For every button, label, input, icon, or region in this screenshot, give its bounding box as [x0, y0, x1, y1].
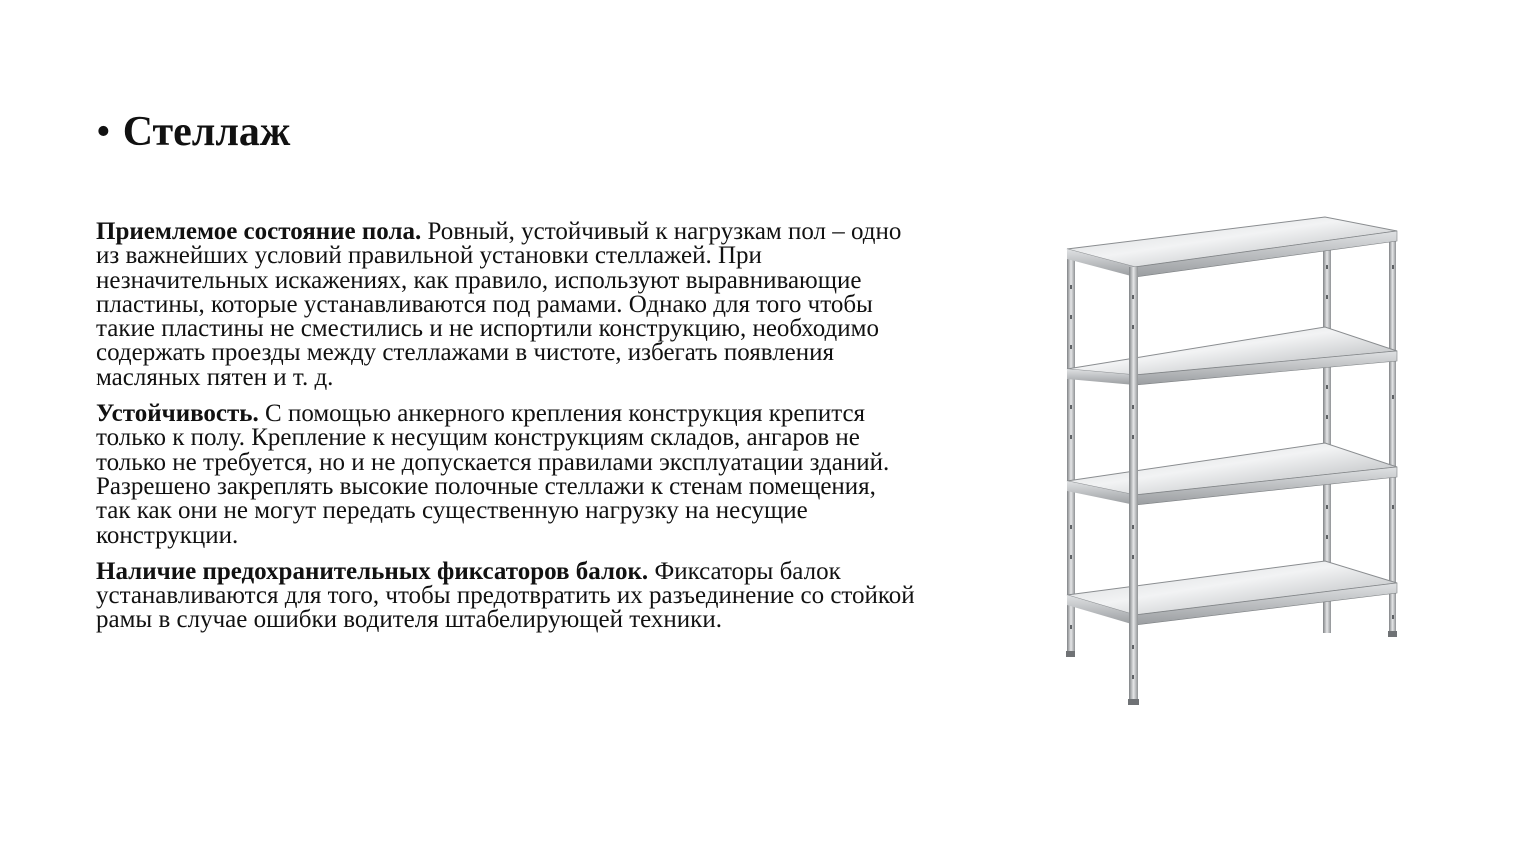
front-posts [1128, 267, 1139, 705]
paragraph-lead: Устойчивость. [96, 400, 259, 428]
slide-title [96, 104, 290, 160]
title-bullet: • [96, 109, 111, 155]
title-text: Стеллаж [122, 109, 291, 155]
paragraph-lead: Приемлемое состояние пола. [96, 218, 422, 245]
shelf-bottom [1067, 561, 1397, 625]
shelf-top [1067, 217, 1397, 277]
paragraph-lead: Наличие предохранительных фиксаторов балок. [96, 557, 649, 585]
paragraph-beam-locks [96, 557, 916, 634]
paragraph-body: Фиксаторы балок устанавливаются для того, чтобы предотвратить их разъединение со стойкой рамы в случае ошибки водителя штабелирующей техники. [96, 557, 915, 634]
paragraph-floor-condition [96, 220, 916, 390]
shelf-3 [1067, 443, 1397, 505]
paragraph-body: С помощью анкерного крепления конструкция крепится только к полу. Крепление к несущим конструкциям складов, ангаров не только не требуется, но и не допускается правилами эксплуатации зданий. Разрешено закреплять высокие полочные стеллажи к стенам помещения, так как они не могут передать существенную нагрузку на несущие конструкции. [96, 400, 890, 549]
body-text [96, 220, 916, 645]
shelf-2 [1067, 327, 1397, 385]
paragraph-body: Ровный, устойчивый к нагрузкам пол – одно из важнейших условий правильной установки стеллажей. При незначительных искажениях, как правило, используют выравнивающие пластины, которые устанавливаются под рамами. Однако для того чтобы такие пластины не сместились и не испортили конструкцию, необходимо содержать проезды между стеллажами в чистоте, избегать появления масляных пятен и т. д. [96, 218, 902, 391]
metal-shelving-rack-image [1055, 205, 1415, 725]
paragraph-stability [96, 402, 916, 548]
